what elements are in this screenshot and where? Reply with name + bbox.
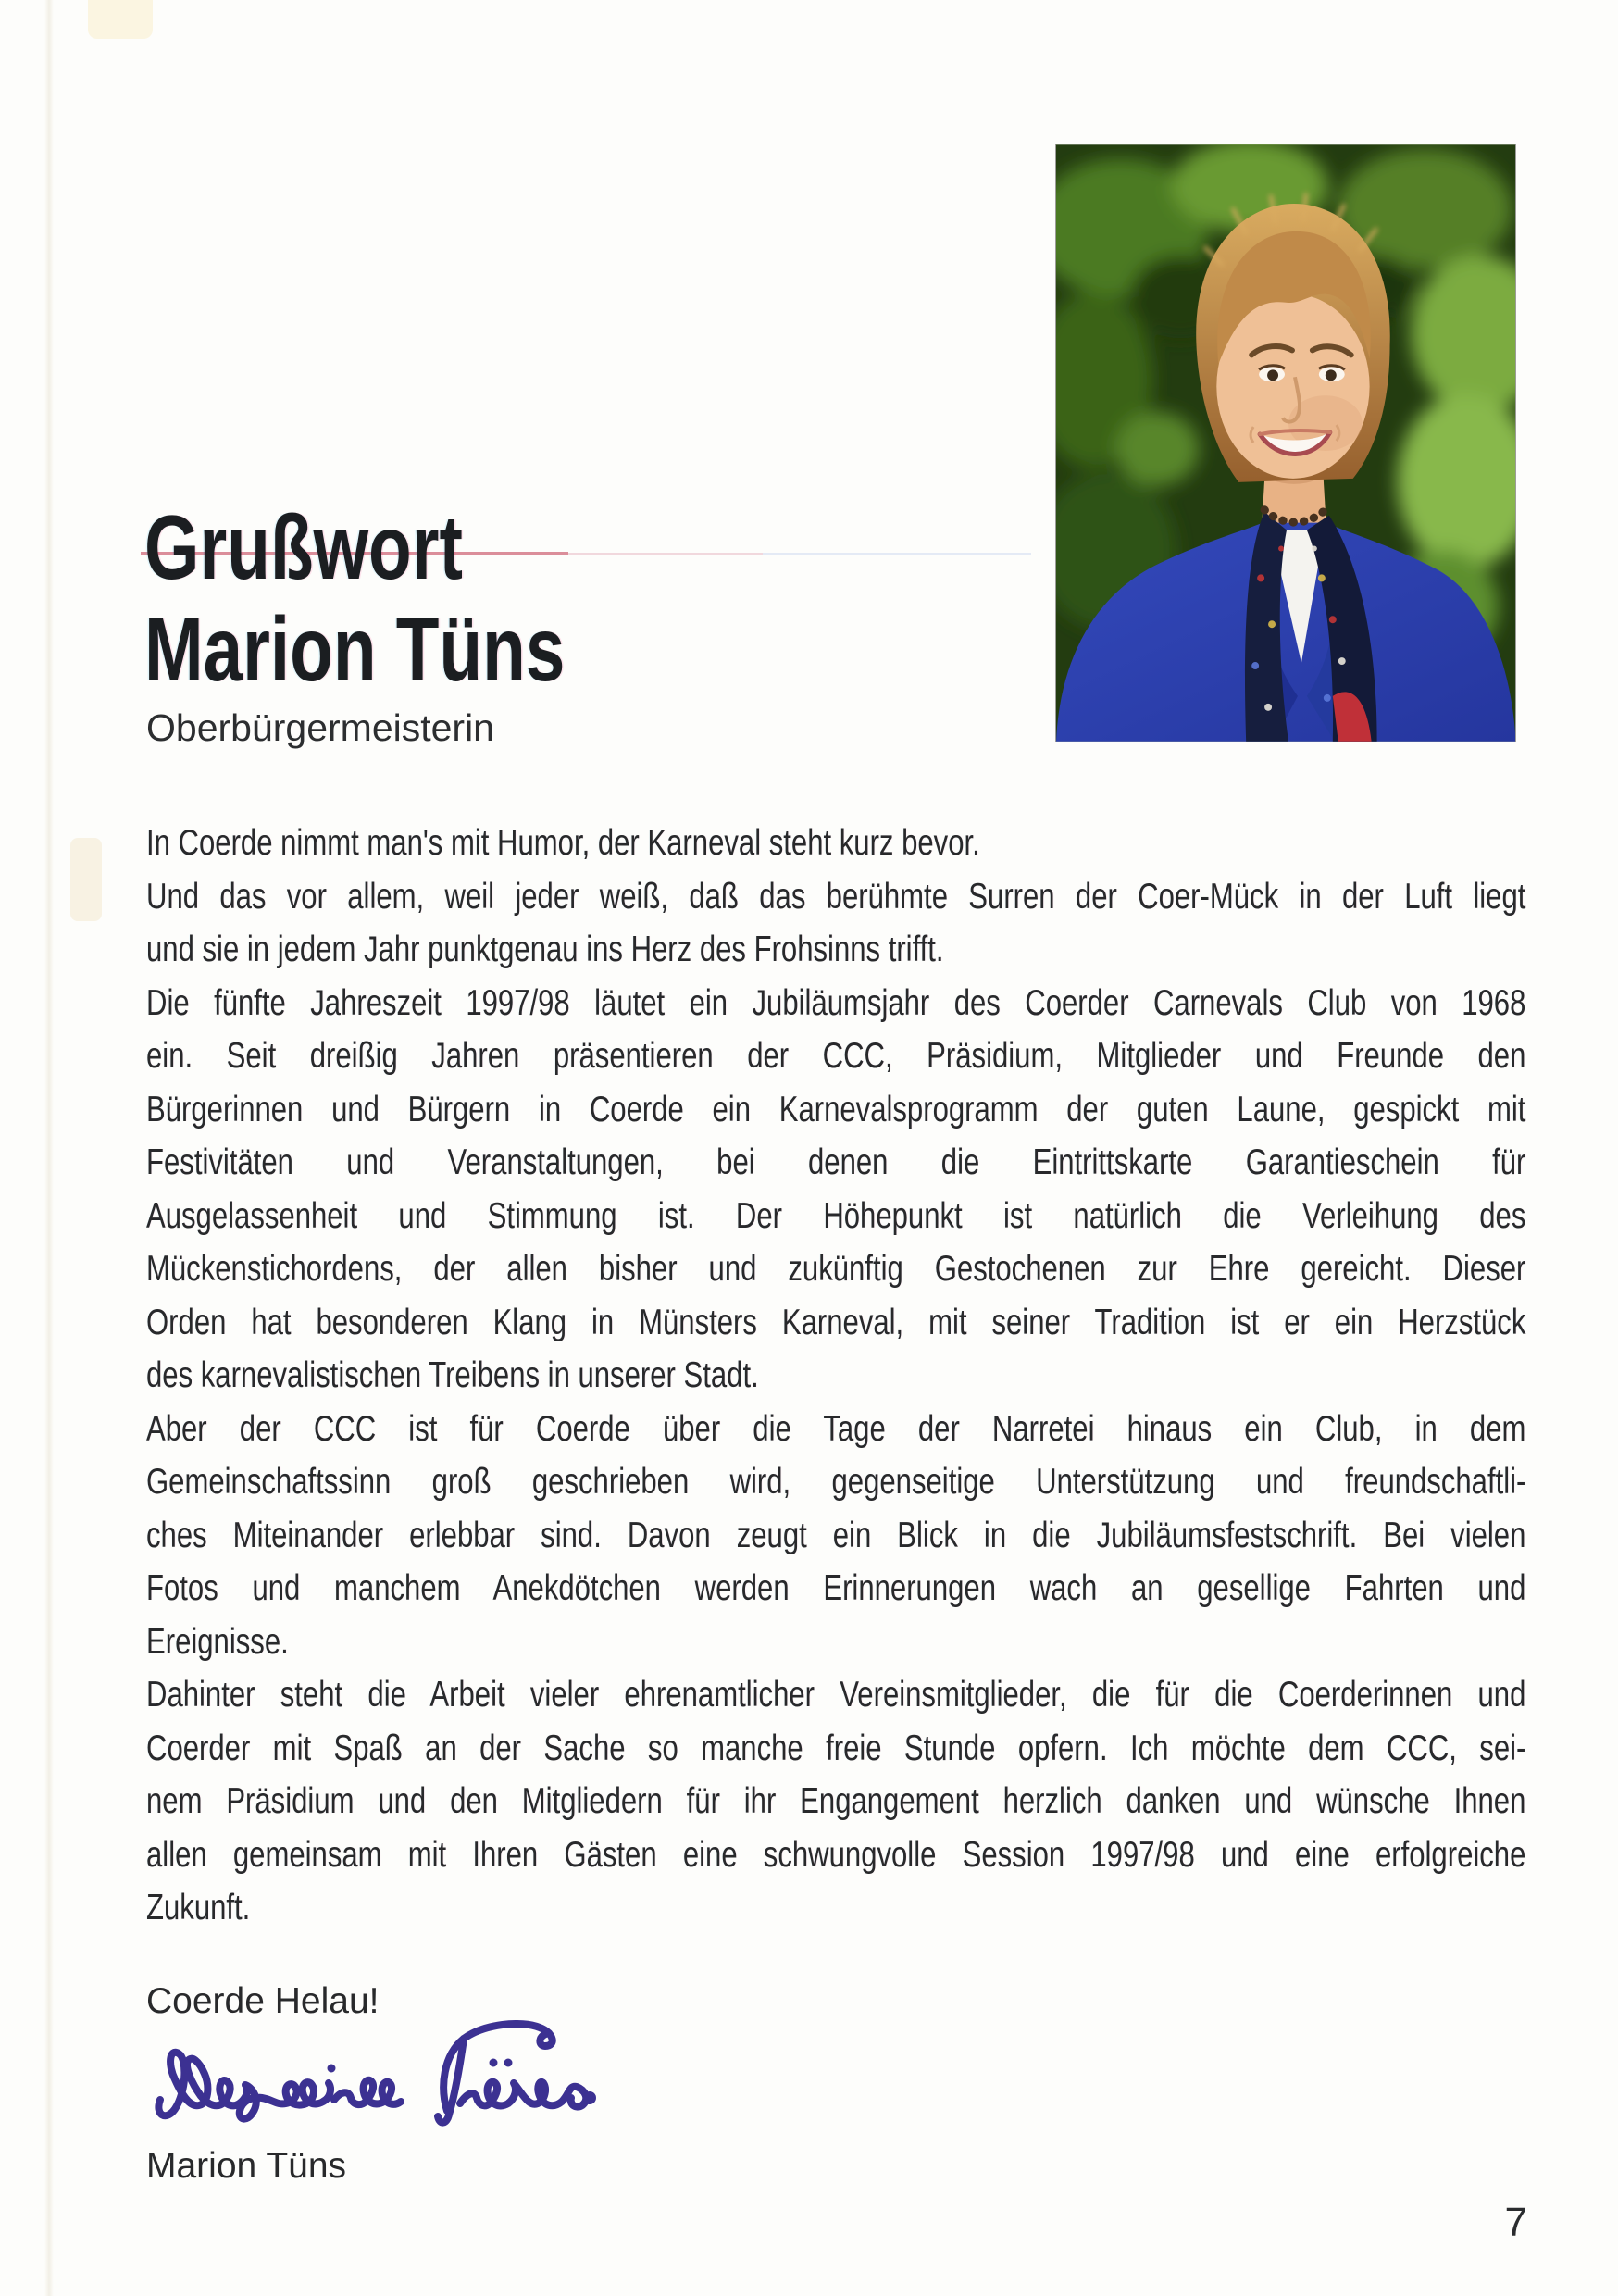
scan-artifact-line	[763, 553, 1031, 555]
body-line: Orden hat besonderen Klang in Münsters Karneval, mit seiner Tradition ist er ein Herzstück	[146, 1302, 1526, 1342]
page-number: 7	[1504, 2200, 1527, 2245]
closing-salute: Coerde Helau!	[146, 1981, 380, 2021]
body-line: Ereignisse.	[146, 1621, 289, 1662]
subtitle: Oberbürgermeisterin	[146, 706, 494, 749]
handwritten-signature	[153, 2020, 639, 2145]
portrait-photo	[1055, 144, 1516, 742]
page-title	[144, 496, 565, 700]
body-line: Ausgelassenheit und Stimmung ist. Der Höhepunkt ist natürlich die Verleihung des	[146, 1195, 1526, 1236]
portrait-photo-graphic	[1056, 144, 1515, 742]
body-line: Coerder mit Spaß an der Sache so manche freie Stunde opfern. Ich möchte dem CCC, sei-	[146, 1728, 1526, 1768]
body-text	[146, 817, 1525, 1935]
body-line: allen gemeinsam mit Ihren Gästen eine schwungvolle Session 1997/98 und eine erfolgreiche	[146, 1834, 1526, 1875]
body-line: Zukunft.	[146, 1888, 251, 1928]
body-line: Die fünfte Jahreszeit 1997/98 läutet ein Jubiläumsjahr des Coerder Carnevals Club von 1968	[146, 982, 1526, 1023]
body-line: nem Präsidium und den Mitgliedern für ihr Engangement herzlich danken und wünsche Ihnen	[146, 1781, 1526, 1821]
body-line: des karnevalistischen Treibens in unserer Stadt.	[146, 1355, 759, 1395]
body-line: Festivitäten und Veranstaltungen, bei denen die Eintrittskarte Garantieschein für	[146, 1142, 1526, 1182]
body-line: Und das vor allem, weil jeder weiß, daß das berühmte Surren der Coer-Mück in der Luft liegt	[146, 876, 1526, 917]
body-line: Fotos und manchem Anekdötchen werden Erinnerungen wach an gesellige Fahrten und	[146, 1568, 1526, 1608]
body-line: Gemeinschaftssinn groß geschrieben wird, gegenseitige Unterstützung und freundschaftli-	[146, 1462, 1526, 1502]
title-line-1: Grußwort	[144, 496, 463, 598]
body-line: Mückenstichordens, der allen bisher und zukünftig Gestochenen zur Ehre gereicht. Dieser	[146, 1249, 1526, 1289]
body-line: Aber der CCC ist für Coerde über die Tage der Narretei hinaus ein Club, in dem	[146, 1408, 1526, 1449]
body-line: ein. Seit dreißig Jahren präsentieren der CCC, Präsidium, Mitglieder und Freunde den	[146, 1036, 1526, 1076]
scan-artifact-patch	[88, 0, 153, 39]
body-line: In Coerde nimmt man's mit Humor, der Karneval steht kurz bevor.	[146, 823, 980, 863]
title-line-2: Marion Tüns	[144, 598, 566, 700]
scan-artifact-patch	[70, 838, 102, 921]
scan-edge-shadow	[44, 0, 54, 2296]
signature-name: Marion Tüns	[146, 2146, 347, 2186]
body-line: und sie in jedem Jahr punktgenau ins Herz des Frohsinns trifft.	[146, 930, 944, 969]
scan-artifact-line	[568, 553, 763, 555]
body-line: Bürgerinnen und Bürgern in Coerde ein Karnevalsprogramm der guten Laune, gespickt mit	[146, 1089, 1526, 1129]
signature-image	[153, 2020, 639, 2145]
body-line: ches Miteinander erlebbar sind. Davon zeugt ein Blick in die Jubiläumsfestschrift. Bei vielen	[146, 1515, 1526, 1555]
body-line: Dahinter steht die Arbeit vieler ehrenamtlicher Vereinsmitglieder, die für die Coerderinnen und	[146, 1675, 1526, 1715]
